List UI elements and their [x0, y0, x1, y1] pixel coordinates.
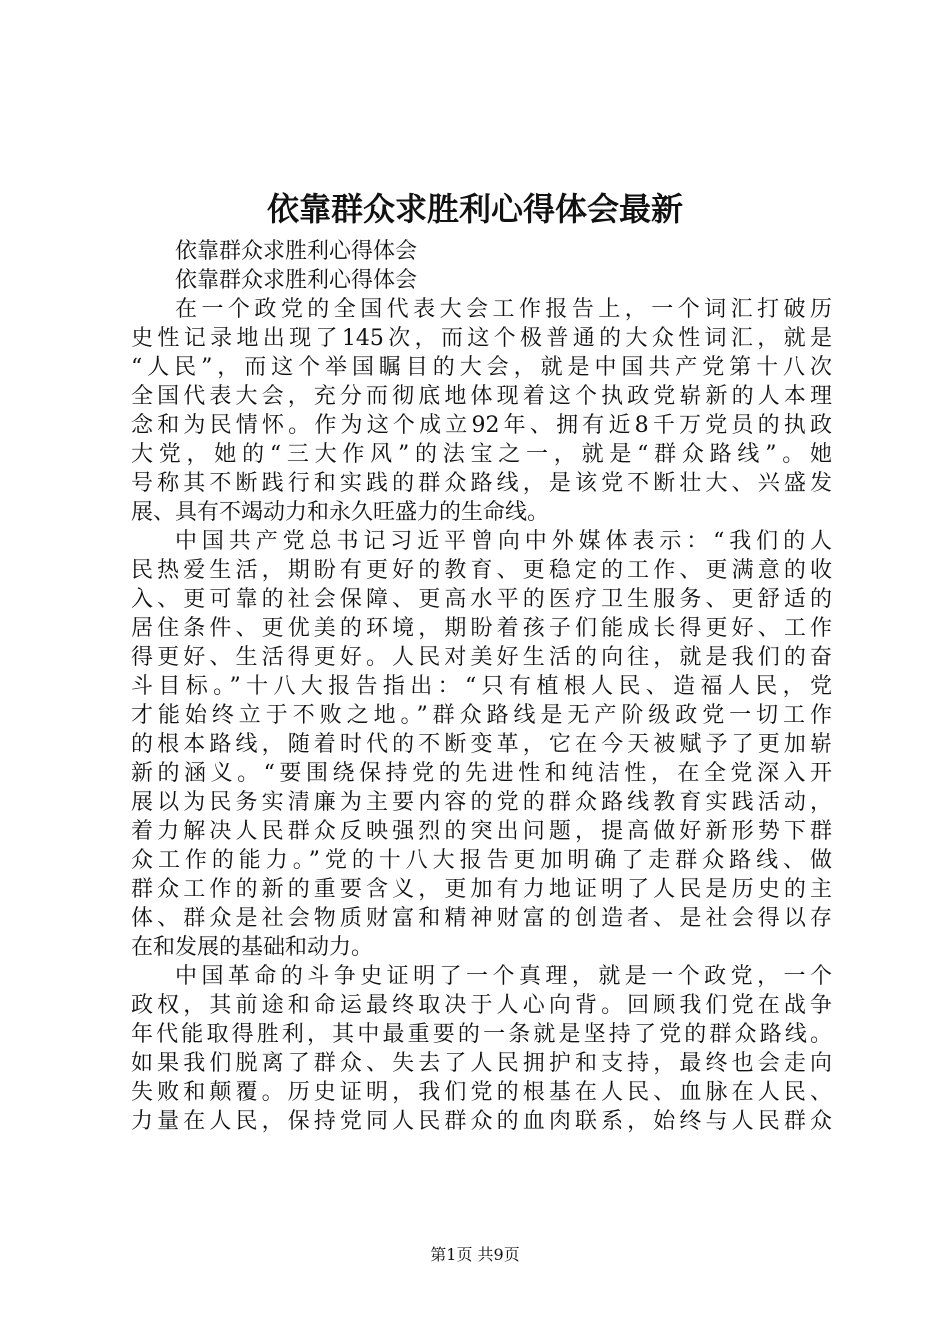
paragraph-line: 群众工作的新的重要含义，更加有力地证明了人民是历史的主: [131, 877, 832, 902]
paragraph: [131, 527, 832, 962]
paragraph-line: 民热爱生活，期盼有更好的教育、更稳定的工作、更满意的收: [131, 558, 832, 583]
paragraph-line: 失败和颠覆。历史证明，我们党的根基在人民、血脉在人民、: [131, 1080, 832, 1105]
document-body: [131, 237, 832, 1136]
paragraph-line: 展、具有不竭动力和永久旺盛力的生命线。: [131, 500, 550, 525]
paragraph-line: 号称其不断践行和实践的群众路线，是该党不断壮大、兴盛发: [131, 471, 832, 496]
subtitle-line: 依靠群众求胜利心得体会: [175, 268, 418, 293]
paragraph-line: 展以为民务实清廉为主要内容的党的群众路线教育实践活动，: [131, 790, 832, 815]
paragraph-line: 力量在人民，保持党同人民群众的血肉联系，始终与人民群众: [131, 1109, 832, 1134]
paragraph-line: 在和发展的基础和动力。: [131, 935, 374, 960]
paragraph-line: 新的涵义。“要围绕保持党的先进性和纯洁性，在全党深入开: [131, 761, 832, 786]
page-footer: 第1页 共9页: [430, 1245, 520, 1264]
paragraph-line: 体、群众是社会物质财富和精神财富的创造者、是社会得以存: [131, 906, 832, 931]
paragraph-line: 大党，她的“三大作风”的法宝之一，就是“群众路线”。她: [131, 442, 832, 467]
paragraph-line: “人民”，而这个举国瞩目的大会，就是中国共产党第十八次: [131, 355, 832, 380]
paragraph-line: 在一个政党的全国代表大会工作报告上，一个词汇打破历: [175, 297, 832, 322]
paragraph-line: 才能始终立于不败之地。”群众路线是无产阶级政党一切工作: [131, 703, 832, 728]
paragraph-line: 着力解决人民群众反映强烈的突出问题，提高做好新形势下群: [131, 819, 832, 844]
paragraph-line: 得更好、生活得更好。人民对美好生活的向往，就是我们的奋: [131, 645, 832, 670]
subtitle-line: 依靠群众求胜利心得体会: [175, 239, 418, 264]
paragraph-line: 念和为民情怀。作为这个成立92年、拥有近8千万党员的执政: [131, 413, 832, 438]
paragraph-line: 政权，其前途和命运最终取决于人心向背。回顾我们党在战争: [131, 993, 832, 1018]
paragraph-line: 如果我们脱离了群众、失去了人民拥护和支持，最终也会走向: [131, 1051, 832, 1076]
paragraph-line: 居住条件、更优美的环境，期盼着孩子们能成长得更好、工作: [131, 616, 832, 641]
paragraph-line: 入、更可靠的社会保障、更高水平的医疗卫生服务、更舒适的: [131, 587, 832, 612]
paragraph-line: 众工作的能力。”党的十八大报告更加明确了走群众路线、做: [131, 848, 832, 873]
paragraph-line: 年代能取得胜利，其中最重要的一条就是坚持了党的群众路线。: [131, 1022, 832, 1047]
paragraph: [131, 295, 832, 527]
paragraph-line: 史性记录地出现了145次，而这个极普通的大众性词汇，就是: [131, 326, 832, 351]
paragraph: [131, 962, 832, 1136]
paragraph-line: 的根本路线，随着时代的不断变革，它在今天被赋予了更加崭: [131, 732, 832, 757]
paragraph-line: 全国代表大会，充分而彻底地体现着这个执政党崭新的人本理: [131, 384, 832, 409]
document-title: 依靠群众求胜利心得体会最新: [266, 190, 683, 228]
paragraph-line: 中国共产党总书记习近平曾向中外媒体表示：“我们的人: [175, 529, 832, 554]
paragraph-line: 斗目标。”十八大报告指出：“只有植根人民、造福人民，党: [131, 674, 832, 699]
paragraph-line: 中国革命的斗争史证明了一个真理，就是一个政党，一个: [175, 964, 832, 989]
